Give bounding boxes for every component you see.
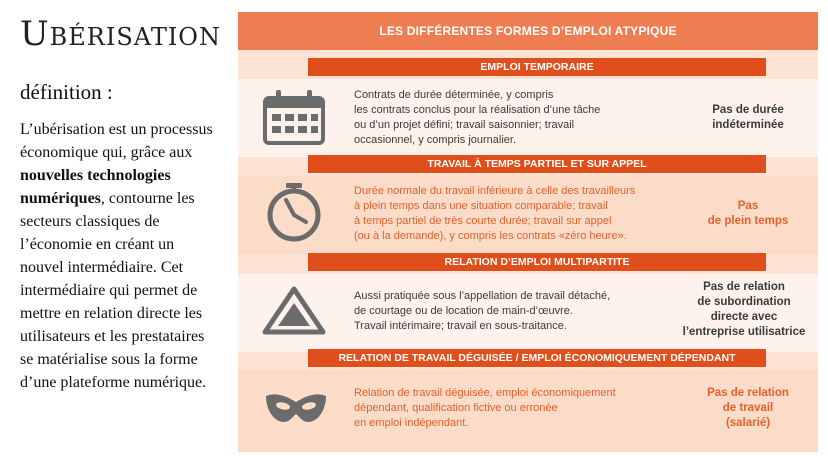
desc-line: occasionnel, y compris journalier.	[354, 134, 517, 146]
desc-line: les contrats conclus pour la réalisation d’une tâche	[354, 104, 601, 116]
note-line: de travail	[722, 402, 774, 414]
desc-line: dépendant, qualification fictive ou erronée	[354, 402, 558, 414]
section-title-temporary: EMPLOI TEMPORAIRE	[308, 58, 766, 76]
triangle-icon	[262, 286, 326, 336]
note-line: Pas de durée	[712, 104, 784, 116]
desc-line: en emploi indépendant.	[354, 417, 469, 429]
definition-text-bold: nouvelles technologies numériques	[20, 167, 171, 207]
section-note-temporary	[686, 103, 810, 133]
calendar-icon	[262, 88, 326, 146]
note-line: indéterminée	[712, 119, 784, 131]
infographic-header: LES DIFFÉRENTES FORMES D’EMPLOI ATYPIQUE	[238, 12, 818, 50]
mask-icon	[264, 390, 328, 426]
note-line: de plein temps	[707, 215, 789, 227]
section-title-part-time: TRAVAIL À TEMPS PARTIEL ET SUR APPEL	[308, 155, 766, 173]
definition-text-part2: , contourne les secteurs classiques de l’économie en créant un nouvel intermédiaire. Cet intermédiaire qui permet de mettre en relation directe les utilisateurs et les prestataires se matérialise sous la forme d’une plateforme numérique.	[20, 190, 207, 391]
note-line: Pas de relation	[707, 387, 789, 399]
section-note-part-time	[686, 199, 810, 229]
note-line: (salarié)	[725, 417, 771, 429]
section-desc-multiparty	[354, 289, 610, 334]
definition-paragraph	[20, 118, 220, 394]
atypical-employment-infographic	[238, 12, 818, 452]
section-desc-part-time	[354, 184, 635, 244]
note-line: l’entreprise utilisatrice	[682, 326, 806, 338]
desc-line: Relation de travail déguisée, emploi économiquement	[354, 387, 616, 399]
desc-line: Aussi pratiquée sous l’appellation de travail détaché,	[354, 290, 611, 302]
desc-line: à temps partiel de très courte durée; travail sur appel	[354, 215, 612, 227]
section-title-disguised: RELATION DE TRAVAIL DÉGUISÉE / EMPLOI ÉCONOMIQUEMENT DÉPENDANT	[308, 349, 766, 367]
note-line: Pas de relation	[703, 281, 785, 293]
desc-line: Contrats de durée déterminée, y compris	[354, 89, 554, 101]
desc-line: (ou à la demande), y compris les contrats «zéro heure».	[354, 230, 627, 242]
slide-subtitle: définition :	[20, 80, 113, 104]
note-line: directe avec	[710, 311, 778, 323]
note-line: Pas	[737, 200, 759, 212]
desc-line: Travail intérimaire; travail en sous-traitance.	[354, 320, 567, 332]
note-line: de subordination	[697, 296, 791, 308]
clock-icon	[262, 182, 326, 242]
desc-line: de courtage ou de location de main-d’œuvre.	[354, 305, 573, 317]
slide-title: Ubérisation	[20, 14, 221, 54]
desc-line: Durée normale du travail inférieure à celle des travailleurs	[354, 185, 636, 197]
section-desc-disguised	[354, 386, 616, 431]
desc-line: ou d’un projet défini; travail saisonnier; travail	[354, 119, 575, 131]
desc-line: à plein temps dans une situation comparable; travail	[354, 200, 608, 212]
section-note-multiparty	[670, 280, 818, 340]
section-note-disguised	[686, 386, 810, 431]
definition-text-part1: L’ubérisation est un processus économique qui, grâce aux	[20, 121, 213, 161]
section-desc-temporary	[354, 88, 600, 148]
section-title-multiparty: RELATION D’EMPLOI MULTIPARTITE	[308, 253, 766, 271]
